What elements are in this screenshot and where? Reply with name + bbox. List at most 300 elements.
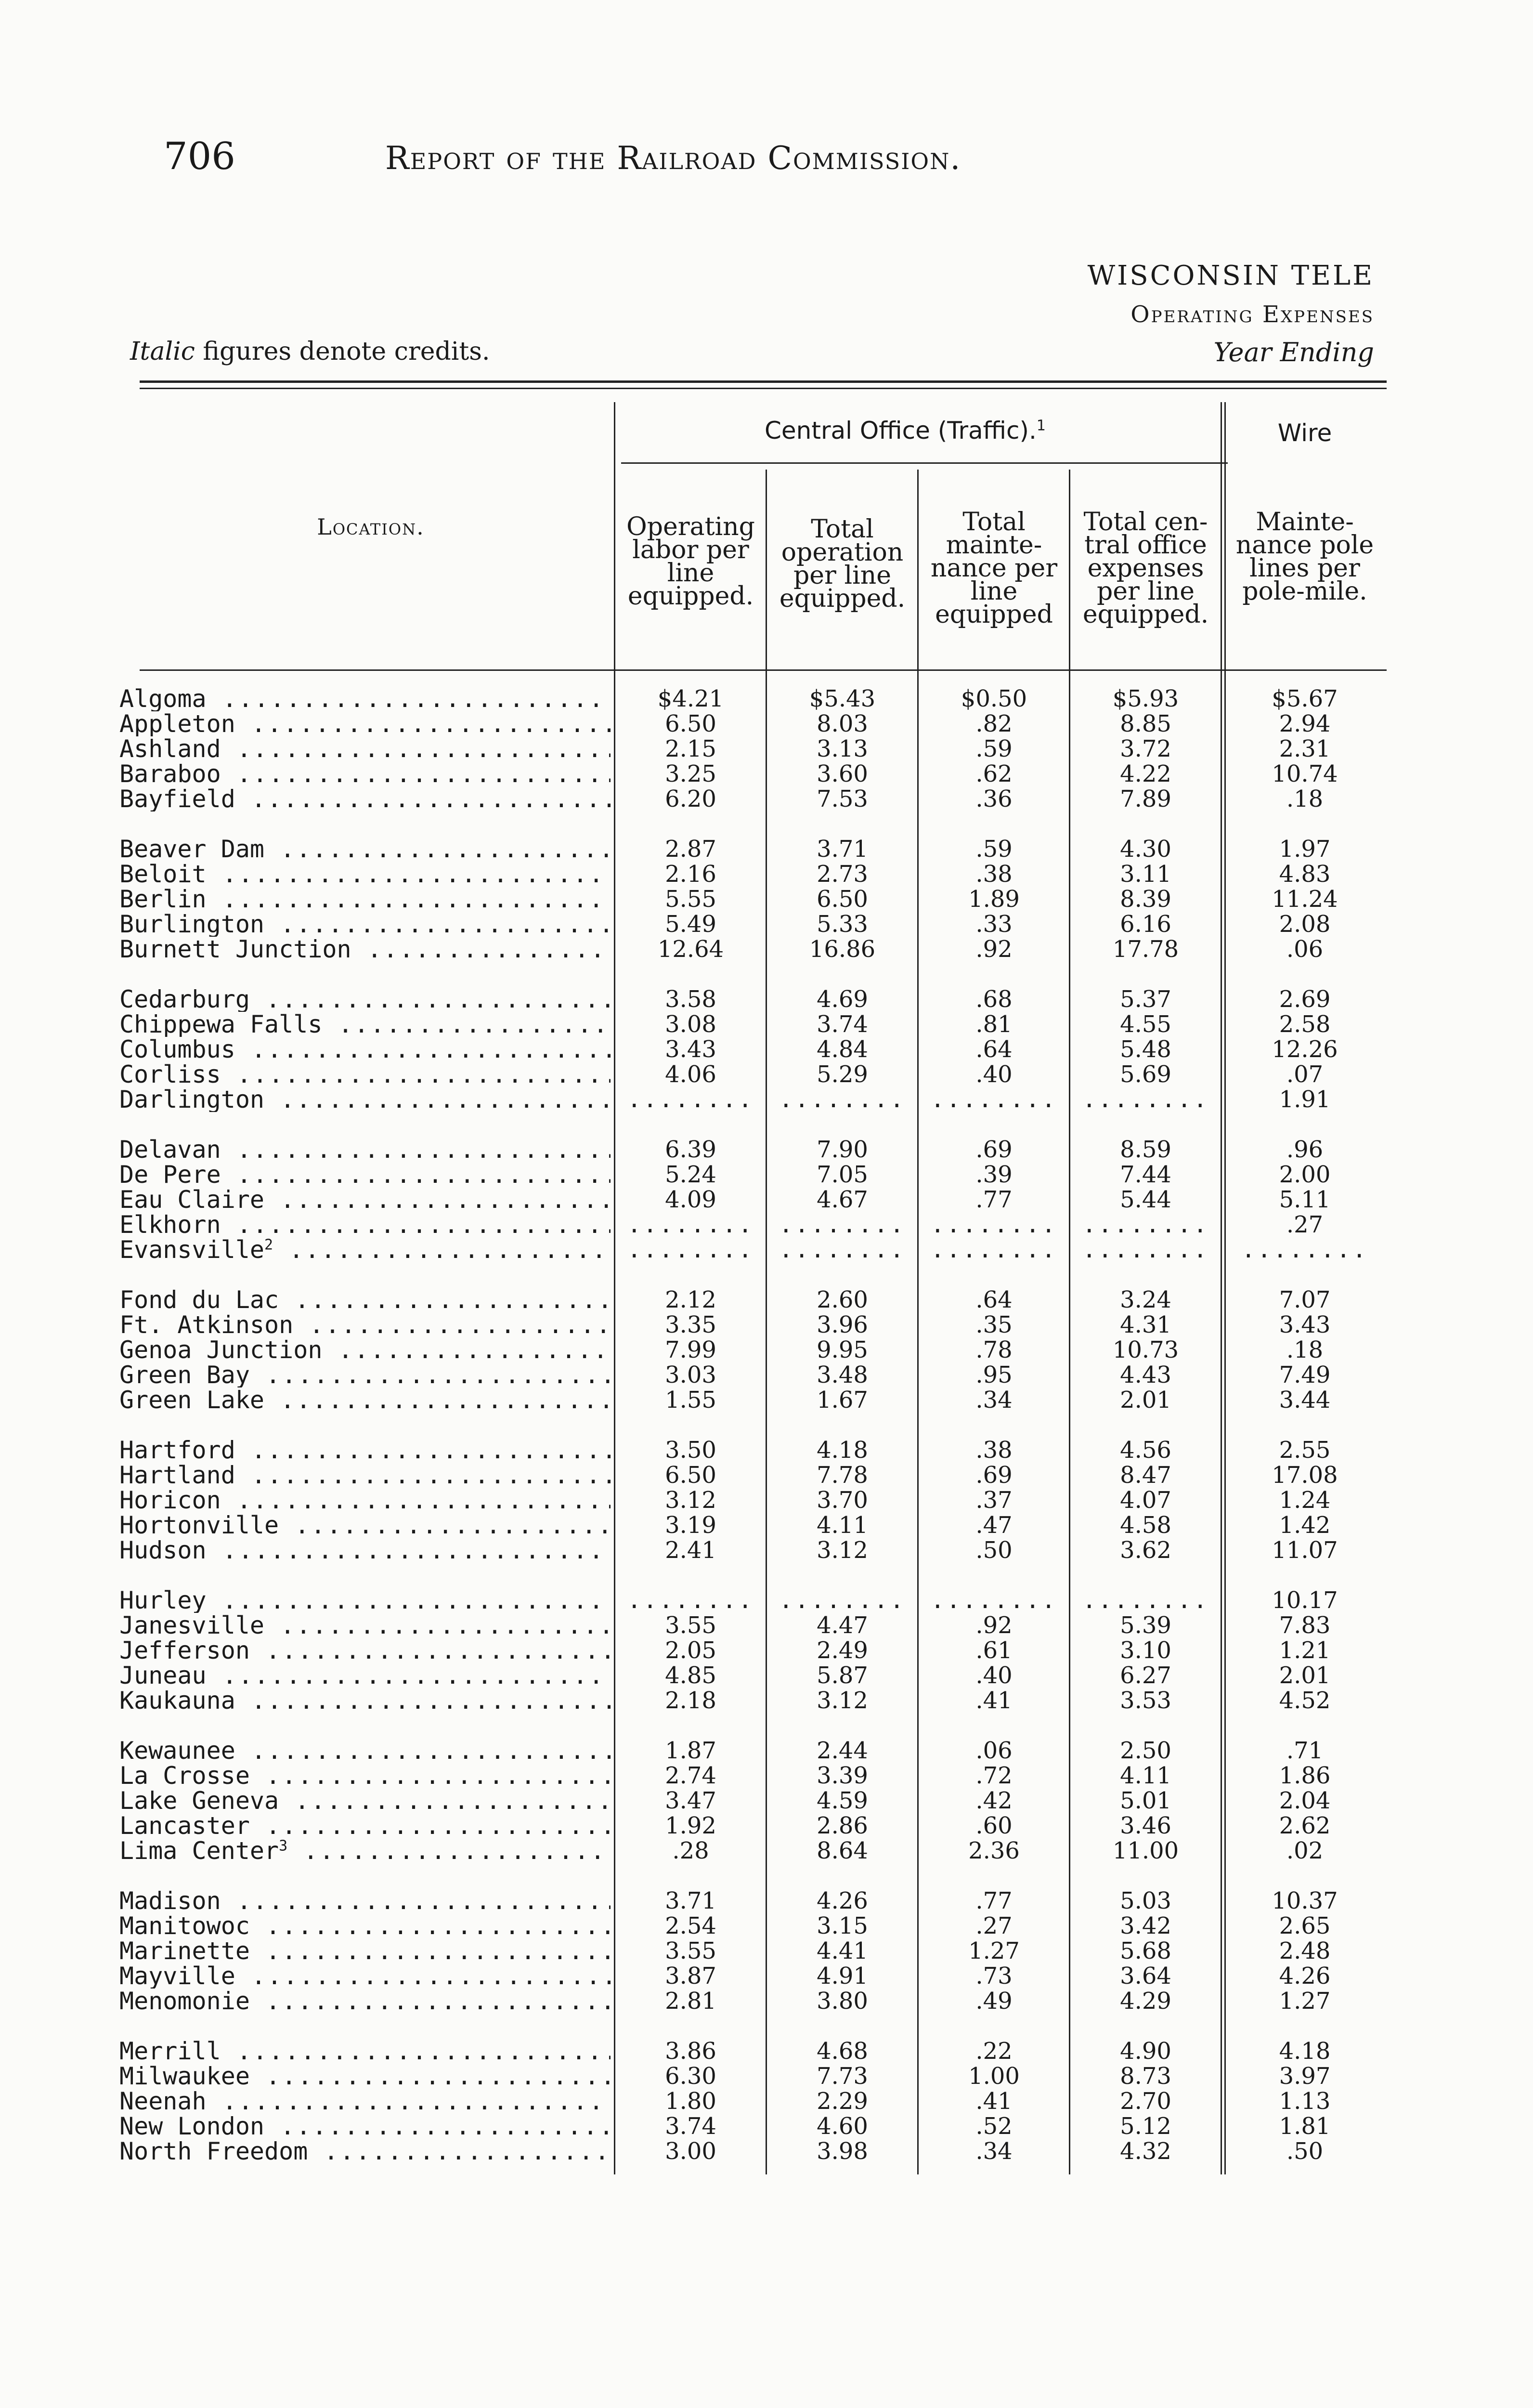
value-cell-c4: 8.59 — [1120, 1136, 1171, 1163]
value-cell-c2: 3.15 — [817, 1912, 868, 1939]
value-cell-c1: 3.43 — [665, 1036, 716, 1063]
value-cell-c1: 3.08 — [665, 1011, 716, 1038]
table-row — [0, 1012, 1533, 1037]
location-cell — [119, 987, 611, 1012]
value-cell-c5: 1.27 — [1279, 1988, 1331, 2015]
location-cell — [119, 1513, 611, 1538]
location-cell — [119, 862, 611, 887]
table-row — [0, 1312, 1533, 1337]
location-name: Beaver Dam — [119, 837, 265, 862]
table-row — [0, 1187, 1533, 1212]
table-row — [0, 1087, 1533, 1112]
col-total-central-office-header: Total cen-tral office expenses per line equipped. — [1082, 508, 1209, 629]
location-cell — [119, 1037, 611, 1062]
location-cell — [119, 937, 611, 962]
value-cell-c1: ........ — [627, 1236, 754, 1263]
value-cell-c2: 4.84 — [817, 1036, 868, 1063]
location-cell — [119, 1087, 611, 1112]
location-name: Fond du Lac — [119, 1287, 279, 1312]
value-cell-c5: .71 — [1286, 1737, 1324, 1764]
location-name: Elkhorn — [119, 1212, 221, 1237]
value-cell-c2: 7.73 — [817, 2063, 868, 2090]
value-cell-c5: 4.52 — [1279, 1687, 1331, 1714]
central-office-footnote: 1 — [1036, 417, 1046, 434]
value-cell-c4: $5.93 — [1112, 685, 1179, 712]
location-header: Location. — [317, 514, 425, 540]
table-row — [0, 1538, 1533, 1563]
value-cell-c3: .39 — [975, 1161, 1013, 1188]
value-cell-c3: .77 — [975, 1186, 1013, 1213]
location-name: Lake Geneva — [119, 1788, 279, 1813]
table-row — [0, 2139, 1533, 2164]
table-row — [0, 786, 1533, 811]
location-cell — [119, 1387, 611, 1413]
value-cell-c4: 3.62 — [1120, 1537, 1171, 1564]
location-name: Janesville — [119, 1613, 265, 1638]
location-name: Eau Claire — [119, 1187, 265, 1212]
value-cell-c4: 4.58 — [1120, 1512, 1171, 1539]
value-cell-c3: .33 — [975, 911, 1013, 938]
value-cell-c4: 3.11 — [1120, 861, 1171, 888]
value-cell-c1: 2.81 — [665, 1988, 716, 2015]
value-cell-c5: 2.62 — [1279, 1812, 1331, 1839]
value-cell-c4: 3.53 — [1120, 1687, 1171, 1714]
value-cell-c4: 4.29 — [1120, 1988, 1171, 2015]
col-operating-labor-header: Operating labor per line equipped. — [626, 512, 755, 611]
value-cell-c4: 5.68 — [1120, 1937, 1171, 1964]
table-row — [0, 1212, 1533, 1237]
value-cell-c3: ........ — [930, 1211, 1058, 1238]
location-name: Manitowoc — [119, 1913, 250, 1938]
value-cell-c3: 1.89 — [968, 886, 1020, 913]
value-cell-c5: 7.49 — [1279, 1361, 1331, 1388]
location-cell — [119, 2064, 611, 2089]
table-row — [0, 937, 1533, 962]
value-cell-c2: ........ — [779, 1086, 906, 1113]
value-cell-c1: ........ — [627, 1587, 754, 1614]
credits-note-text: figures denote credits. — [195, 337, 490, 366]
value-cell-c5: 2.48 — [1279, 1937, 1331, 1964]
location-cell — [119, 1588, 611, 1613]
location-name: Delavan — [119, 1137, 221, 1162]
value-cell-c2: 9.95 — [817, 1336, 868, 1363]
value-cell-c5: 1.91 — [1279, 1086, 1331, 1113]
value-cell-c2: 7.53 — [817, 785, 868, 812]
value-cell-c4: 8.85 — [1120, 710, 1171, 737]
table-row — [0, 1638, 1533, 1663]
location-cell — [119, 1838, 611, 1863]
table-row — [0, 1688, 1533, 1713]
group-rule — [621, 462, 1228, 464]
value-cell-c2: 4.91 — [817, 1963, 868, 1989]
table-row — [0, 1513, 1533, 1538]
value-cell-c5: 10.37 — [1272, 1887, 1338, 1914]
location-cell — [119, 2139, 611, 2164]
location-name: Hudson — [119, 1538, 207, 1563]
value-cell-c1: .28 — [672, 1837, 709, 1864]
value-cell-c1: 3.12 — [665, 1487, 716, 1514]
value-cell-c5: 2.55 — [1279, 1437, 1331, 1464]
value-cell-c1: 3.55 — [665, 1612, 716, 1639]
table-row — [0, 1062, 1533, 1087]
value-cell-c2: 16.86 — [809, 936, 876, 963]
value-cell-c1: 2.41 — [665, 1537, 716, 1564]
table-row — [0, 1387, 1533, 1413]
value-cell-c1: 2.87 — [665, 836, 716, 863]
value-cell-c2: ........ — [779, 1236, 906, 1263]
location-name: Chippewa Falls — [119, 1012, 323, 1037]
value-cell-c2: 5.33 — [817, 911, 868, 938]
value-cell-c3: .82 — [975, 710, 1013, 737]
value-cell-c1: 1.92 — [665, 1812, 716, 1839]
value-cell-c4: 3.72 — [1120, 735, 1171, 762]
value-cell-c3: .92 — [975, 936, 1013, 963]
location-name: Horicon — [119, 1488, 221, 1513]
value-cell-c4: 8.39 — [1120, 886, 1171, 913]
location-cell — [119, 1287, 611, 1312]
location-cell — [119, 1938, 611, 1963]
value-cell-c3: .27 — [975, 1912, 1013, 1939]
value-cell-c2: 4.18 — [817, 1437, 868, 1464]
table-row — [0, 837, 1533, 862]
value-cell-c4: 11.00 — [1112, 1837, 1179, 1864]
col-maintenance-pole-lines-header: Mainte-nance pole lines per pole-mile. — [1235, 508, 1374, 606]
wire-header: Wire — [1277, 419, 1332, 447]
value-cell-c4: 2.01 — [1120, 1387, 1171, 1413]
value-cell-c3: ........ — [930, 1086, 1058, 1113]
value-cell-c3: .38 — [975, 1437, 1013, 1464]
location-cell — [119, 1488, 611, 1513]
value-cell-c3: .68 — [975, 986, 1013, 1013]
value-cell-c5: 11.24 — [1272, 886, 1338, 913]
location-name: Ashland — [119, 736, 221, 761]
location-cell — [119, 1237, 611, 1262]
location-name: Kewaunee — [119, 1738, 235, 1763]
value-cell-c1: 3.35 — [665, 1311, 716, 1338]
value-cell-c2: 3.12 — [817, 1537, 868, 1564]
location-cell — [119, 1312, 611, 1337]
value-cell-c5: 1.86 — [1279, 1762, 1331, 1789]
value-cell-c5: .50 — [1286, 2138, 1324, 2165]
table-row — [0, 1788, 1533, 1813]
table-row — [0, 887, 1533, 912]
location-cell — [119, 686, 611, 711]
value-cell-c4: 3.46 — [1120, 1812, 1171, 1839]
table-row — [0, 1287, 1533, 1312]
value-cell-c1: 3.00 — [665, 2138, 716, 2165]
value-cell-c2: 4.69 — [817, 986, 868, 1013]
location-cell — [119, 1538, 611, 1563]
value-cell-c1: 3.87 — [665, 1963, 716, 1989]
value-cell-c2: $5.43 — [809, 685, 876, 712]
value-cell-c1: 3.03 — [665, 1361, 716, 1388]
value-cell-c5: 2.04 — [1279, 1787, 1331, 1814]
value-cell-c2: 2.86 — [817, 1812, 868, 1839]
location-name: Berlin — [119, 887, 207, 912]
location-cell — [119, 1613, 611, 1638]
value-cell-c4: 17.78 — [1112, 936, 1179, 963]
table-row — [0, 1588, 1533, 1613]
value-cell-c4: 5.01 — [1120, 1787, 1171, 1814]
value-cell-c4: 3.64 — [1120, 1963, 1171, 1989]
value-cell-c3: .59 — [975, 836, 1013, 863]
location-cell — [119, 887, 611, 912]
value-cell-c5: 2.08 — [1279, 911, 1331, 938]
table-row — [0, 1989, 1533, 2014]
page-number: 706 — [164, 135, 235, 178]
location-cell — [119, 761, 611, 786]
location-name: Jefferson — [119, 1638, 250, 1663]
value-cell-c4: 8.73 — [1120, 2063, 1171, 2090]
value-cell-c4: 2.70 — [1120, 2088, 1171, 2115]
value-cell-c5: 17.08 — [1272, 1462, 1338, 1489]
table-row — [0, 1763, 1533, 1788]
value-cell-c1: 6.50 — [665, 710, 716, 737]
value-cell-c5: .07 — [1286, 1061, 1324, 1088]
value-cell-c1: 6.39 — [665, 1136, 716, 1163]
value-cell-c3: .52 — [975, 2113, 1013, 2140]
table-row — [0, 2114, 1533, 2139]
value-cell-c5: ........ — [1241, 1236, 1368, 1263]
value-cell-c5: 4.26 — [1279, 1963, 1331, 1989]
location-name: Kaukauna — [119, 1688, 235, 1713]
location-name: Evansville — [119, 1237, 265, 1262]
value-cell-c1: 2.15 — [665, 735, 716, 762]
location-cell — [119, 1638, 611, 1663]
location-name: Cedarburg — [119, 987, 250, 1012]
value-cell-c5: 2.94 — [1279, 710, 1331, 737]
value-cell-c2: 8.64 — [817, 1837, 868, 1864]
value-cell-c5: 7.83 — [1279, 1612, 1331, 1639]
value-cell-c1: 4.09 — [665, 1186, 716, 1213]
value-cell-c2: 2.29 — [817, 2088, 868, 2115]
location-name: Darlington — [119, 1087, 265, 1112]
company-title: WISCONSIN TELE — [1087, 260, 1374, 291]
value-cell-c3: .40 — [975, 1061, 1013, 1088]
value-cell-c3: .06 — [975, 1737, 1013, 1764]
running-title: Report of the Railroad Commission. — [385, 140, 961, 177]
value-cell-c2: 4.68 — [817, 2038, 868, 2065]
value-cell-c3: .95 — [975, 1361, 1013, 1388]
value-cell-c2: 2.44 — [817, 1737, 868, 1764]
value-cell-c3: .34 — [975, 2138, 1013, 2165]
value-cell-c5: 3.97 — [1279, 2063, 1331, 2090]
value-cell-c2: 4.11 — [817, 1512, 868, 1539]
value-cell-c3: $0.50 — [961, 685, 1027, 712]
location-name: Merrill — [119, 2039, 221, 2064]
location-name: Genoa Junction — [119, 1337, 323, 1362]
location-cell — [119, 1788, 611, 1813]
table-row — [0, 1888, 1533, 1913]
table-row — [0, 1137, 1533, 1162]
value-cell-c5: 1.42 — [1279, 1512, 1331, 1539]
value-cell-c3: .47 — [975, 1512, 1013, 1539]
value-cell-c4: 4.90 — [1120, 2038, 1171, 2065]
value-cell-c4: 4.31 — [1120, 1311, 1171, 1338]
location-footnote: 3 — [279, 1838, 288, 1855]
table-row — [0, 862, 1533, 887]
location-cell — [119, 1337, 611, 1362]
value-cell-c3: .36 — [975, 785, 1013, 812]
value-cell-c4: 5.69 — [1120, 1061, 1171, 1088]
table-row — [0, 1237, 1533, 1262]
value-cell-c4: 5.12 — [1120, 2113, 1171, 2140]
value-cell-c1: 1.87 — [665, 1737, 716, 1764]
value-cell-c4: 6.27 — [1120, 1662, 1171, 1689]
value-cell-c3: .61 — [975, 1637, 1013, 1664]
value-cell-c2: 5.29 — [817, 1061, 868, 1088]
value-cell-c1: 3.25 — [665, 760, 716, 787]
value-cell-c1: 12.64 — [657, 936, 724, 963]
value-cell-c1: 5.49 — [665, 911, 716, 938]
value-cell-c5: 1.97 — [1279, 836, 1331, 863]
value-cell-c3: .37 — [975, 1487, 1013, 1514]
location-cell — [119, 711, 611, 736]
value-cell-c1: 2.12 — [665, 1286, 716, 1313]
value-cell-c3: 2.36 — [968, 1837, 1020, 1864]
value-cell-c3: .69 — [975, 1462, 1013, 1489]
value-cell-c2: ........ — [779, 1587, 906, 1614]
value-cell-c3: ........ — [930, 1587, 1058, 1614]
value-cell-c2: ........ — [779, 1211, 906, 1238]
value-cell-c4: 3.10 — [1120, 1637, 1171, 1664]
value-cell-c4: ........ — [1082, 1587, 1209, 1614]
location-cell — [119, 1813, 611, 1838]
table-row — [0, 1813, 1533, 1838]
value-cell-c1: 3.86 — [665, 2038, 716, 2065]
value-cell-c2: 3.12 — [817, 1687, 868, 1714]
table-row — [0, 1337, 1533, 1362]
location-cell — [119, 1137, 611, 1162]
location-cell — [119, 1162, 611, 1187]
header-rule-top — [140, 380, 1387, 383]
location-footnote: 2 — [264, 1237, 273, 1254]
col-total-maintenance-header: Total mainte-nance per line equipped — [930, 508, 1058, 629]
central-office-header — [616, 417, 1194, 445]
credits-note-italic: Italic — [130, 337, 195, 366]
value-cell-c1: 2.54 — [665, 1912, 716, 1939]
value-cell-c5: 11.07 — [1272, 1537, 1338, 1564]
value-cell-c2: 3.71 — [817, 836, 868, 863]
value-cell-c4: 4.22 — [1120, 760, 1171, 787]
location-cell — [119, 1663, 611, 1688]
value-cell-c1: 3.71 — [665, 1887, 716, 1914]
value-cell-c2: 4.41 — [817, 1937, 868, 1964]
value-cell-c5: 2.65 — [1279, 1912, 1331, 1939]
location-cell — [119, 2039, 611, 2064]
value-cell-c5: 10.17 — [1272, 1587, 1338, 1614]
value-cell-c4: 5.48 — [1120, 1036, 1171, 1063]
value-cell-c1: 6.20 — [665, 785, 716, 812]
value-cell-c5: .02 — [1286, 1837, 1324, 1864]
value-cell-c2: 1.67 — [817, 1387, 868, 1413]
table-row — [0, 1463, 1533, 1488]
value-cell-c4: 5.37 — [1120, 986, 1171, 1013]
value-cell-c2: 5.87 — [817, 1662, 868, 1689]
value-cell-c4: 4.11 — [1120, 1762, 1171, 1789]
location-cell — [119, 1438, 611, 1463]
location-cell — [119, 2089, 611, 2114]
value-cell-c1: 2.05 — [665, 1637, 716, 1664]
location-cell — [119, 1062, 611, 1087]
value-cell-c3: 1.27 — [968, 1937, 1020, 1964]
value-cell-c1: 1.55 — [665, 1387, 716, 1413]
value-cell-c4: 4.32 — [1120, 2138, 1171, 2165]
value-cell-c5: 1.24 — [1279, 1487, 1331, 1514]
location-cell — [119, 1362, 611, 1387]
value-cell-c5: 2.00 — [1279, 1161, 1331, 1188]
value-cell-c1: ........ — [627, 1086, 754, 1113]
value-cell-c2: 7.05 — [817, 1161, 868, 1188]
col-total-operation-header: Total operation per line equipped. — [779, 515, 906, 613]
value-cell-c2: 4.26 — [817, 1887, 868, 1914]
value-cell-c2: 6.50 — [817, 886, 868, 913]
location-cell — [119, 1463, 611, 1488]
table-row — [0, 1663, 1533, 1688]
table-row — [0, 1913, 1533, 1938]
value-cell-c5: 1.81 — [1279, 2113, 1331, 2140]
value-cell-c5: 10.74 — [1272, 760, 1338, 787]
value-cell-c4: 4.43 — [1120, 1361, 1171, 1388]
value-cell-c4: 5.39 — [1120, 1612, 1171, 1639]
value-cell-c1: 3.19 — [665, 1512, 716, 1539]
header-rule-bottom — [140, 669, 1387, 671]
location-name: Bayfield — [119, 786, 235, 811]
value-cell-c3: 1.00 — [968, 2063, 1020, 2090]
value-cell-c3: .59 — [975, 735, 1013, 762]
value-cell-c4: 10.73 — [1112, 1336, 1179, 1363]
value-cell-c3: .64 — [975, 1036, 1013, 1063]
value-cell-c1: 3.47 — [665, 1787, 716, 1814]
value-cell-c2: 7.90 — [817, 1136, 868, 1163]
location-name: New London — [119, 2114, 265, 2139]
value-cell-c5: 5.11 — [1279, 1186, 1331, 1213]
location-name: Appleton — [119, 711, 235, 736]
table-row — [0, 2064, 1533, 2089]
value-cell-c2: 2.73 — [817, 861, 868, 888]
location-name: Lima Center — [119, 1838, 279, 1863]
location-name: De Pere — [119, 1162, 221, 1187]
value-cell-c3: .60 — [975, 1812, 1013, 1839]
value-cell-c4: ........ — [1082, 1211, 1209, 1238]
location-name: Columbus — [119, 1037, 235, 1062]
value-cell-c1: 7.99 — [665, 1336, 716, 1363]
value-cell-c5: 7.07 — [1279, 1286, 1331, 1313]
value-cell-c5: 3.44 — [1279, 1387, 1331, 1413]
value-cell-c2: 4.59 — [817, 1787, 868, 1814]
location-name: Milwaukee — [119, 2064, 250, 2089]
location-name: Lancaster — [119, 1813, 250, 1838]
value-cell-c4: 8.47 — [1120, 1462, 1171, 1489]
value-cell-c4: 4.07 — [1120, 1487, 1171, 1514]
value-cell-c1: ........ — [627, 1211, 754, 1238]
location-name: Juneau — [119, 1663, 207, 1688]
value-cell-c3: .40 — [975, 1662, 1013, 1689]
value-cell-c4: 4.55 — [1120, 1011, 1171, 1038]
location-cell — [119, 1888, 611, 1913]
location-cell — [119, 2114, 611, 2139]
value-cell-c3: .41 — [975, 2088, 1013, 2115]
value-cell-c3: .92 — [975, 1612, 1013, 1639]
value-cell-c1: 4.06 — [665, 1061, 716, 1088]
value-cell-c1: 1.80 — [665, 2088, 716, 2115]
value-cell-c5: $5.67 — [1272, 685, 1338, 712]
value-cell-c4: 3.42 — [1120, 1912, 1171, 1939]
value-cell-c5: 3.43 — [1279, 1311, 1331, 1338]
section-title: Operating Expenses — [1130, 301, 1374, 328]
value-cell-c2: 3.80 — [817, 1988, 868, 2015]
value-cell-c3: .69 — [975, 1136, 1013, 1163]
